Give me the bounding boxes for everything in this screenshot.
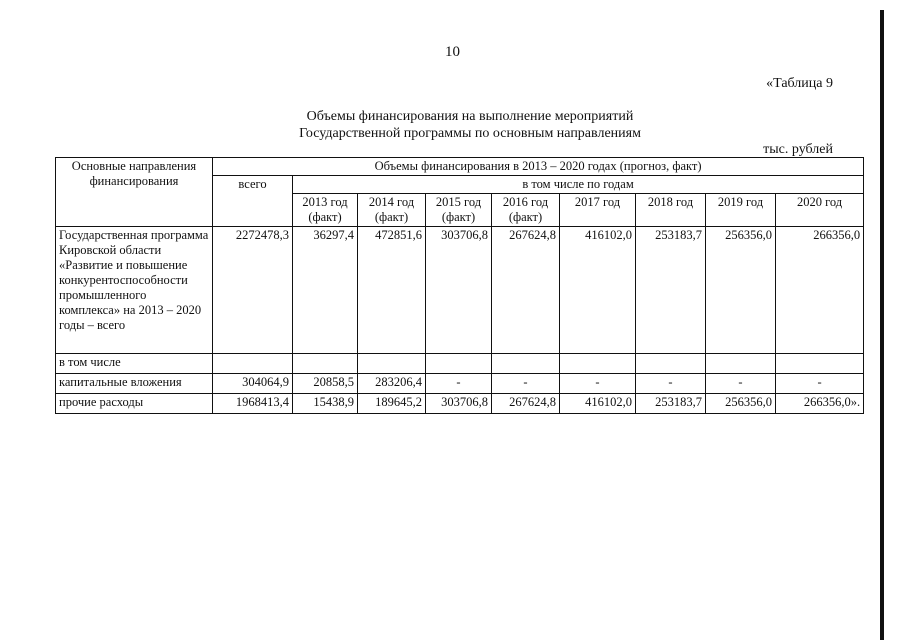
cell-value: 256356,0 <box>706 394 776 414</box>
cell-total <box>213 354 293 374</box>
cell-value <box>492 354 560 374</box>
row-label: прочие расходы <box>56 394 213 414</box>
year-header: 2016 год (факт) <box>492 194 560 227</box>
cell-value: 266356,0 <box>776 227 864 354</box>
cell-value: 189645,2 <box>358 394 426 414</box>
cell-value: - <box>492 374 560 394</box>
cell-value: 472851,6 <box>358 227 426 354</box>
table-row <box>56 227 864 354</box>
cell-value: 416102,0 <box>560 394 636 414</box>
table-row <box>56 354 864 374</box>
units-label: тыс. рублей <box>763 142 833 157</box>
row-label: Государственная программа Кировской области «Развитие и повышение конкурентоспособности промышленного комплекса» на 2013 – 2020 годы – всего <box>56 227 213 354</box>
cell-value: 36297,4 <box>293 227 358 354</box>
header-direction: Основные направления финансирования <box>56 158 213 227</box>
table-title <box>200 108 740 142</box>
table-title-line-2: Государственной программы по основным направлениям <box>299 126 641 141</box>
year-header: 2018 год <box>636 194 706 227</box>
header-row-1 <box>56 158 864 176</box>
header-total: всего <box>213 176 293 227</box>
cell-value: 15438,9 <box>293 394 358 414</box>
cell-value <box>426 354 492 374</box>
cell-value: 253183,7 <box>636 227 706 354</box>
financing-table <box>55 157 864 414</box>
cell-value: 267624,8 <box>492 394 560 414</box>
cell-value: 20858,5 <box>293 374 358 394</box>
cell-value: 303706,8 <box>426 394 492 414</box>
cell-total: 2272478,3 <box>213 227 293 354</box>
year-header: 2020 год <box>776 194 864 227</box>
year-header: 2015 год (факт) <box>426 194 492 227</box>
table-row <box>56 394 864 414</box>
table-row <box>56 374 864 394</box>
cell-value <box>358 354 426 374</box>
cell-total: 304064,9 <box>213 374 293 394</box>
table-caption: «Таблица 9 <box>766 76 833 91</box>
margin-rule <box>880 10 884 640</box>
cell-value: - <box>636 374 706 394</box>
year-header: 2019 год <box>706 194 776 227</box>
header-volumes: Объемы финансирования в 2013 – 2020 годах (прогноз, факт) <box>213 158 864 176</box>
cell-value <box>776 354 864 374</box>
cell-value <box>293 354 358 374</box>
year-header: 2017 год <box>560 194 636 227</box>
row-label: капитальные вложения <box>56 374 213 394</box>
cell-value <box>560 354 636 374</box>
cell-value: 416102,0 <box>560 227 636 354</box>
cell-value: - <box>426 374 492 394</box>
cell-value: 303706,8 <box>426 227 492 354</box>
year-header: 2014 год (факт) <box>358 194 426 227</box>
cell-value: 283206,4 <box>358 374 426 394</box>
cell-value: - <box>706 374 776 394</box>
cell-value: 267624,8 <box>492 227 560 354</box>
header-by-years: в том числе по годам <box>293 176 864 194</box>
cell-value: 266356,0». <box>776 394 864 414</box>
cell-value <box>706 354 776 374</box>
row-label: в том числе <box>56 354 213 374</box>
cell-total: 1968413,4 <box>213 394 293 414</box>
year-header: 2013 год (факт) <box>293 194 358 227</box>
cell-value <box>636 354 706 374</box>
cell-value: 253183,7 <box>636 394 706 414</box>
page-number: 10 <box>445 44 460 60</box>
cell-value: - <box>776 374 864 394</box>
cell-value: - <box>560 374 636 394</box>
table-title-line-1: Объемы финансирования на выполнение мероприятий <box>306 109 634 124</box>
cell-value: 256356,0 <box>706 227 776 354</box>
